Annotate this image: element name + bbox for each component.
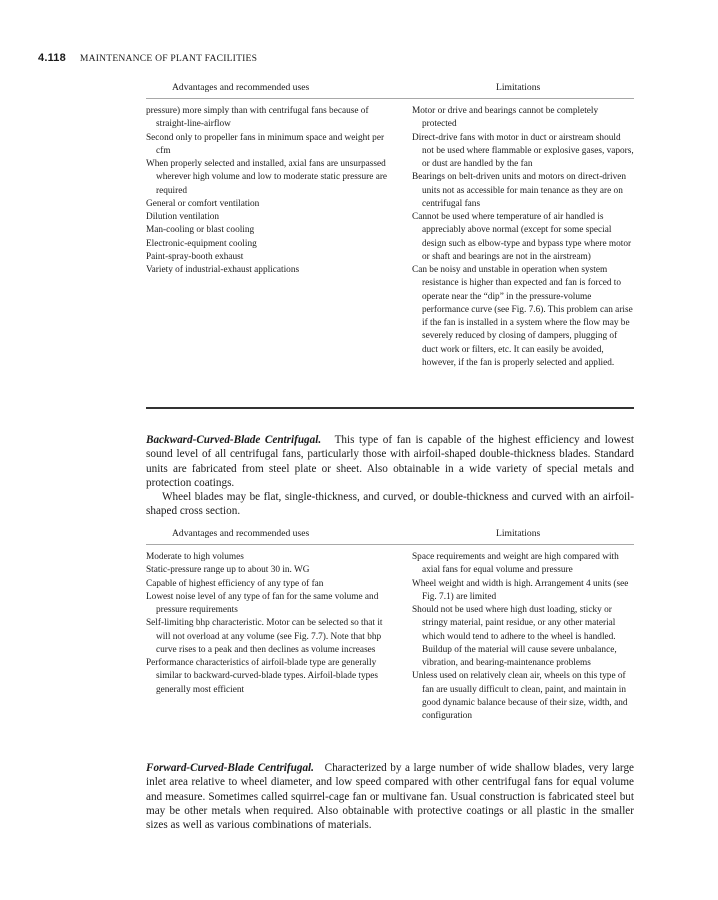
list-item: Direct-drive fans with motor in duct or airstream should not be used where flammable or explosive gases, vapors, or dust are handled by the fan — [412, 132, 634, 169]
advantages-column — [146, 105, 396, 277]
list-item: Self-limiting bhp characteristic. Motor can be selected so that it will not overload at any volume (see Fig. 7.7). Note that bhp curve rises to a peak and then declines as volume increases — [146, 618, 383, 655]
backward-curved-table — [146, 526, 634, 765]
list-item: Bearings on belt-driven units and motors on direct-driven units not as accessible for main tenance as they are on centrifugal fans — [412, 172, 627, 209]
table-bottom-rule — [146, 407, 634, 409]
running-title: MAINTENANCE OF PLANT FACILITIES — [79, 53, 258, 64]
list-item: Static-pressure range up to about 30 in. WG — [146, 565, 310, 576]
page-number: 4.118 — [38, 52, 66, 64]
list-item: Variety of industrial-exhaust applications — [146, 265, 300, 275]
column-header-advantages: Advantages and recommended uses — [172, 82, 310, 93]
table-header-row — [146, 526, 634, 545]
list-item: Second only to propeller fans in minimum space and weight per cfm — [146, 132, 385, 156]
list-item: Man-cooling or blast cooling — [146, 225, 255, 236]
list-item: Dilution ventilation — [146, 212, 220, 222]
column-header-advantages: Advantages and recommended uses — [172, 528, 310, 539]
list-item: When properly selected and installed, axial fans are unsurpassed wherever high volume and low to moderate static pressure are required — [146, 159, 388, 196]
list-item: Paint-spray-booth exhaust — [146, 251, 244, 262]
list-item: Moderate to high volumes — [146, 552, 244, 562]
list-item: Can be noisy and unstable in operation when system resistance is higher than expected and fan is forced to operate near the “dip” in the pressure-volume performance curve (see Fig. 7.6). This problem can arise if the fan is installed in a system where the flow may be severely reduced by closing of dampers, plugging of duct work or filters, etc. It can easily be avoided, however, if the fan is properly selected and applied. — [412, 265, 633, 368]
section-heading-backward: Backward-Curved-Blade Centrifugal. — [146, 434, 322, 446]
forward-curved-section — [146, 761, 634, 832]
table-header-row — [146, 80, 634, 99]
table-body — [146, 99, 634, 406]
limitations-column — [412, 105, 634, 370]
column-header-limitations: Limitations — [496, 528, 541, 539]
running-header — [38, 52, 257, 64]
section-text-backward-2: Wheel blades may be flat, single-thickness, and curved, or double-thickness and curved with an airfoil-shaped cross section. — [146, 491, 634, 518]
list-item: Should not be used where high dust loading, sticky or stringy material, paint residue, or any other material which would tend to adhere to the wheel is handled. Buildup of the material will cause severe unbalance, vibration, and bearing-maintenance problems — [412, 605, 617, 668]
section-text-forward: Characterized by a large number of wide shallow blades, very large inlet area relative to wheel diameter, and low speed compared with other centrifugal fans for equal volume and measure. Sometimes called squirrel-cage fan or multivane fan. Usual construction is fabricated steel but may be other metals when required. Also obtainable with protective coatings or all plastic in the smaller sizes as well as various combinations of materials. — [146, 762, 635, 832]
backward-curved-section — [146, 433, 634, 519]
list-item: Lowest noise level of any type of fan for the same volume and pressure requirements — [146, 591, 379, 615]
list-item: Space requirements and weight are high compared with axial fans for equal volume and pressure — [412, 552, 619, 576]
list-item: Wheel weight and width is high. Arrangement 4 units (see Fig. 7.1) are limited — [412, 578, 629, 602]
table-body — [146, 545, 634, 765]
column-header-limitations: Limitations — [496, 82, 541, 93]
axial-fan-table — [146, 80, 634, 406]
list-item: Motor or drive and bearings cannot be completely protected — [412, 106, 599, 130]
section-heading-forward: Forward-Curved-Blade Centrifugal. — [146, 762, 314, 774]
section-text-backward: This type of fan is capable of the highest efficiency and lowest sound level of all centrifugal fans, particularly those with airfoil-shaped double-thickness blades. Standard units are fabricated from steel plate or sheet. Also obtainable in a wide variety of special metals and protection coatings. — [146, 434, 634, 489]
list-item: Cannot be used where temperature of air handled is appreciably above normal (except for some special design such as elbow-type and bypass type where motor or shaft and bearings are not in the airstream) — [412, 212, 632, 262]
limitations-column — [412, 551, 634, 723]
list-item: Capable of highest efficiency of any type of fan — [146, 578, 324, 589]
list-item: General or comfort ventilation — [146, 198, 260, 209]
list-item: Performance characteristics of airfoil-blade type are generally similar to backward-curved-blade types. Airfoil-blade types generally most efficient — [146, 658, 379, 695]
advantages-column — [146, 551, 396, 697]
list-item: pressure) more simply than with centrifugal fans because of straight-line-airflow — [146, 106, 369, 130]
list-item: Unless used on relatively clean air, wheels on this type of fan are usually difficult to clean, paint, and maintain in good dynamic balance because of their size, width, and configuration — [412, 671, 628, 721]
list-item: Electronic-equipment cooling — [146, 238, 257, 249]
